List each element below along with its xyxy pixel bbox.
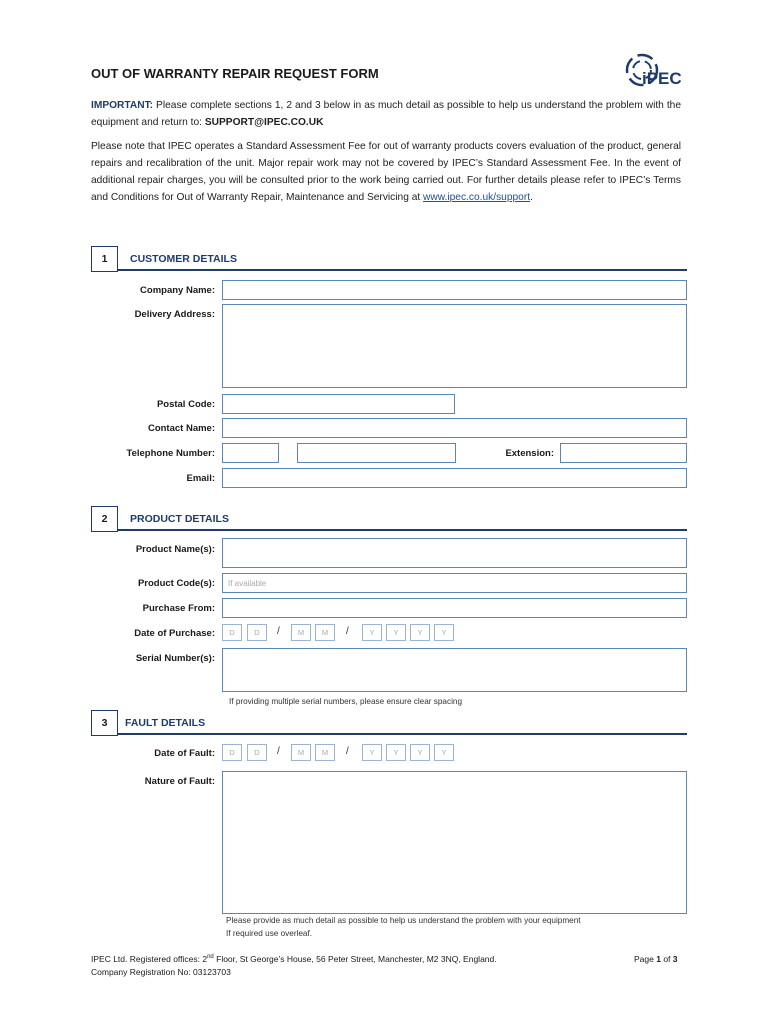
company-name-field[interactable] <box>222 280 687 300</box>
company-name-label: Company Name: <box>140 285 215 296</box>
page-prefix: Page <box>634 954 657 964</box>
fault-year-2[interactable]: Y <box>386 744 406 761</box>
fault-month-1[interactable]: M <box>291 744 311 761</box>
purchase-year-2[interactable]: Y <box>386 624 406 641</box>
date-separator: / <box>277 746 280 757</box>
note-end: . <box>530 192 533 203</box>
page-total: 3 <box>672 954 678 964</box>
section-1-rule <box>118 269 687 271</box>
email-label: Email: <box>186 473 215 484</box>
fault-hint-2: If required use overleaf. <box>226 929 313 938</box>
product-codes-field[interactable]: If available <box>222 573 687 593</box>
telephone-label: Telephone Number: <box>126 448 215 459</box>
postal-code-field[interactable] <box>222 394 455 414</box>
purchase-year-3[interactable]: Y <box>410 624 430 641</box>
section-1-title: CUSTOMER DETAILS <box>130 253 237 265</box>
fault-hint-1: Please provide as much detail as possible to help us understand the problem with your equipment <box>226 916 581 925</box>
product-names-field[interactable] <box>222 538 687 568</box>
serial-hint: If providing multiple serial numbers, please ensure clear spacing <box>229 697 463 706</box>
office-suffix: Floor, St George’s House, 56 Peter Street, Manchester, M2 3NQ, England. <box>213 954 497 964</box>
date-of-fault-label: Date of Fault: <box>154 748 215 759</box>
support-link[interactable]: www.ipec.co.uk/support <box>423 192 531 203</box>
note-paragraph <box>91 138 681 206</box>
fault-year-4[interactable]: Y <box>434 744 454 761</box>
fault-year-1[interactable]: Y <box>362 744 382 761</box>
section-3-rule <box>118 733 687 735</box>
fault-date-group <box>222 744 462 762</box>
section-3-number: 3 <box>91 710 118 736</box>
section-1-number: 1 <box>91 246 118 272</box>
date-separator: / <box>346 746 349 757</box>
registered-office <box>91 954 497 964</box>
purchase-year-4[interactable]: Y <box>434 624 454 641</box>
section-2-title: PRODUCT DETAILS <box>130 513 229 525</box>
extension-field[interactable] <box>560 443 687 463</box>
purchase-from-label: Purchase From: <box>142 603 215 614</box>
form-title: OUT OF WARRANTY REPAIR REQUEST FORM <box>91 66 379 81</box>
nature-of-fault-label: Nature of Fault: <box>144 776 215 787</box>
purchase-date-group <box>222 624 462 642</box>
page-indicator <box>634 954 678 964</box>
important-text: Please complete sections 1, 2 and 3 below in as much detail as possible to help us understand the problem with the equipment and return to: <box>91 100 681 128</box>
contact-name-label: Contact Name: <box>147 423 215 434</box>
delivery-address-field[interactable] <box>222 304 687 388</box>
section-2-number: 2 <box>91 506 118 532</box>
date-of-purchase-label: Date of Purchase: <box>134 628 215 639</box>
section-2-rule <box>118 529 687 531</box>
postal-code-label: Postal Code: <box>156 399 215 410</box>
product-codes-label: Product Code(s): <box>137 578 215 589</box>
purchase-from-field[interactable] <box>222 598 687 618</box>
telephone-code-field[interactable] <box>222 443 279 463</box>
purchase-day-2[interactable]: D <box>247 624 267 641</box>
fault-day-1[interactable]: D <box>222 744 242 761</box>
date-separator: / <box>277 626 280 637</box>
date-separator: / <box>346 626 349 637</box>
important-paragraph <box>91 97 681 131</box>
delivery-address-label: Delivery Address: <box>134 309 215 320</box>
serial-numbers-field[interactable] <box>222 648 687 692</box>
purchase-month-1[interactable]: M <box>291 624 311 641</box>
page-current: 1 <box>656 954 661 964</box>
serial-numbers-label: Serial Number(s): <box>135 653 215 664</box>
contact-name-field[interactable] <box>222 418 687 438</box>
email-field[interactable] <box>222 468 687 488</box>
page-of: of <box>660 954 673 964</box>
office-sup: nd <box>207 954 214 961</box>
fault-year-3[interactable]: Y <box>410 744 430 761</box>
purchase-day-1[interactable]: D <box>222 624 242 641</box>
section-3-title: FAULT DETAILS <box>125 717 206 729</box>
extension-label: Extension: <box>505 448 554 459</box>
telephone-number-field[interactable] <box>297 443 456 463</box>
ipec-logo-icon <box>622 48 688 92</box>
nature-of-fault-field[interactable] <box>222 771 687 914</box>
note-text: Please note that IPEC operates a Standard Assessment Fee for out of warranty products covers evaluation of the product, general repairs and recalibration of the unit. Major repair work may not be covered by IPEC’s Standard Assessment Fee. In the event of additional repair charges, you will be consulted prior to the work being carried out. For further details please refer to IPEC’s Terms and Conditions for Out of Warranty Repair, Maintenance and Servicing at <box>91 141 681 203</box>
logo-text: iPEC <box>642 69 682 88</box>
purchase-month-2[interactable]: M <box>315 624 335 641</box>
fault-day-2[interactable]: D <box>247 744 267 761</box>
purchase-year-1[interactable]: Y <box>362 624 382 641</box>
support-email[interactable]: SUPPORT@IPEC.CO.UK <box>204 117 324 128</box>
office-prefix: IPEC Ltd. Registered offices: 2 <box>91 954 208 964</box>
company-registration: Company Registration No: 03123703 <box>91 967 231 977</box>
fault-month-2[interactable]: M <box>315 744 335 761</box>
important-label: IMPORTANT: <box>91 100 154 111</box>
product-names-label: Product Name(s): <box>135 544 215 555</box>
ipec-logo <box>622 48 688 92</box>
